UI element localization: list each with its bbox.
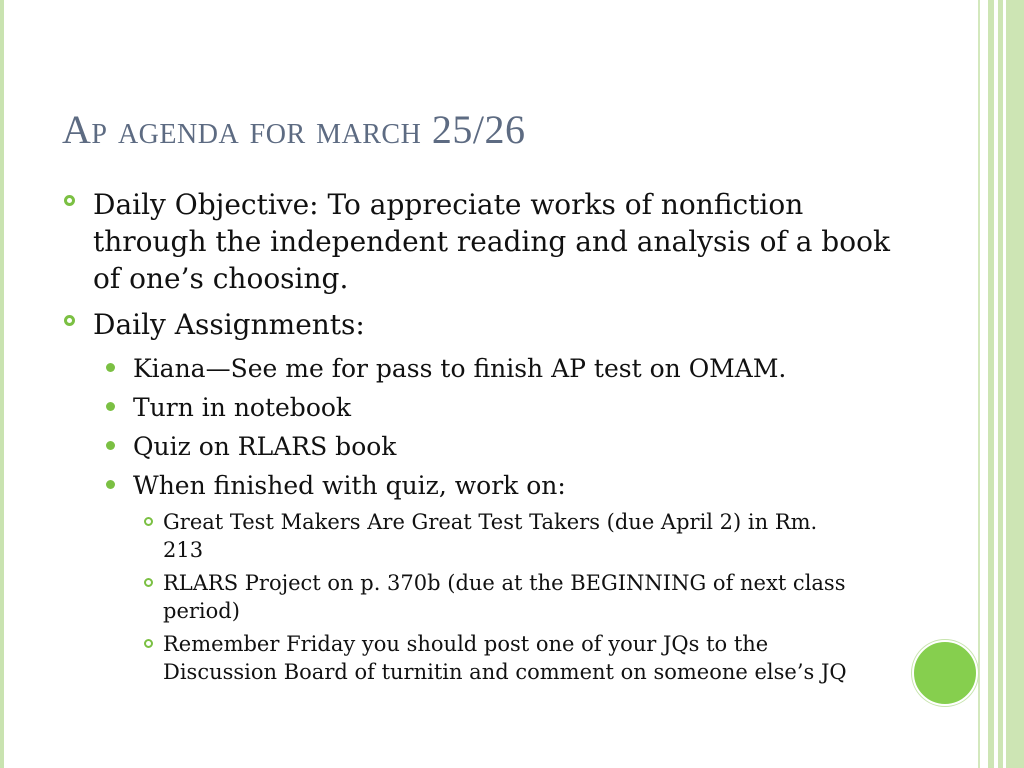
bullet-item-objective bbox=[62, 186, 892, 297]
small-ring-bullet-icon bbox=[144, 578, 153, 587]
dot-bullet-icon bbox=[106, 402, 115, 411]
dot-bullet-icon bbox=[106, 480, 115, 489]
small-ring-bullet-icon bbox=[144, 639, 153, 648]
sub-sub-bullet-item bbox=[133, 630, 863, 686]
sub-bullet-text: Quiz on RLARS book bbox=[133, 432, 397, 461]
stripe bbox=[1006, 0, 1024, 768]
dot-bullet-icon bbox=[106, 363, 115, 372]
dot-bullet-icon bbox=[106, 441, 115, 450]
stripe bbox=[978, 0, 980, 768]
ring-bullet-icon bbox=[64, 195, 75, 206]
sub-sub-bullet-text: Great Test Makers Are Great Test Takers (due April 2) in Rm. 213 bbox=[163, 510, 818, 562]
sub-sub-bullet-item bbox=[133, 569, 863, 625]
bullet-item-assignments bbox=[62, 306, 892, 343]
decorative-stripes bbox=[978, 0, 1024, 768]
slide-body bbox=[62, 186, 892, 691]
small-ring-bullet-icon bbox=[144, 517, 153, 526]
sub-bullet-text: Turn in notebook bbox=[133, 393, 352, 422]
sub-bullet-item bbox=[102, 430, 892, 463]
sub-bullet-text: When finished with quiz, work on: bbox=[133, 471, 566, 500]
sub-bullet-item bbox=[102, 352, 892, 385]
ring-bullet-icon bbox=[64, 315, 75, 326]
bullet-text: Daily Assignments: bbox=[93, 308, 365, 341]
left-border bbox=[0, 0, 4, 768]
sub-bullet-item bbox=[102, 469, 892, 502]
sub-sub-bullet-text: RLARS Project on p. 370b (due at the BEGINNING of next class period) bbox=[163, 571, 846, 623]
sub-sub-bullet-text: Remember Friday you should post one of your JQs to the Discussion Board of turnitin and comment on someone else’s JQ bbox=[163, 632, 847, 684]
sub-bullet-item bbox=[102, 391, 892, 424]
stripe bbox=[988, 0, 994, 768]
stripe bbox=[998, 0, 1003, 768]
decorative-circle bbox=[912, 640, 978, 706]
slide-title: Ap agenda for march 25/26 bbox=[62, 107, 526, 152]
sub-sub-bullet-item bbox=[133, 508, 863, 564]
sub-bullet-text: Kiana—See me for pass to finish AP test on OMAM. bbox=[133, 354, 787, 383]
bullet-text: Daily Objective: To appreciate works of nonfiction through the independent reading and analysis of a book of one’s choosing. bbox=[93, 188, 890, 295]
